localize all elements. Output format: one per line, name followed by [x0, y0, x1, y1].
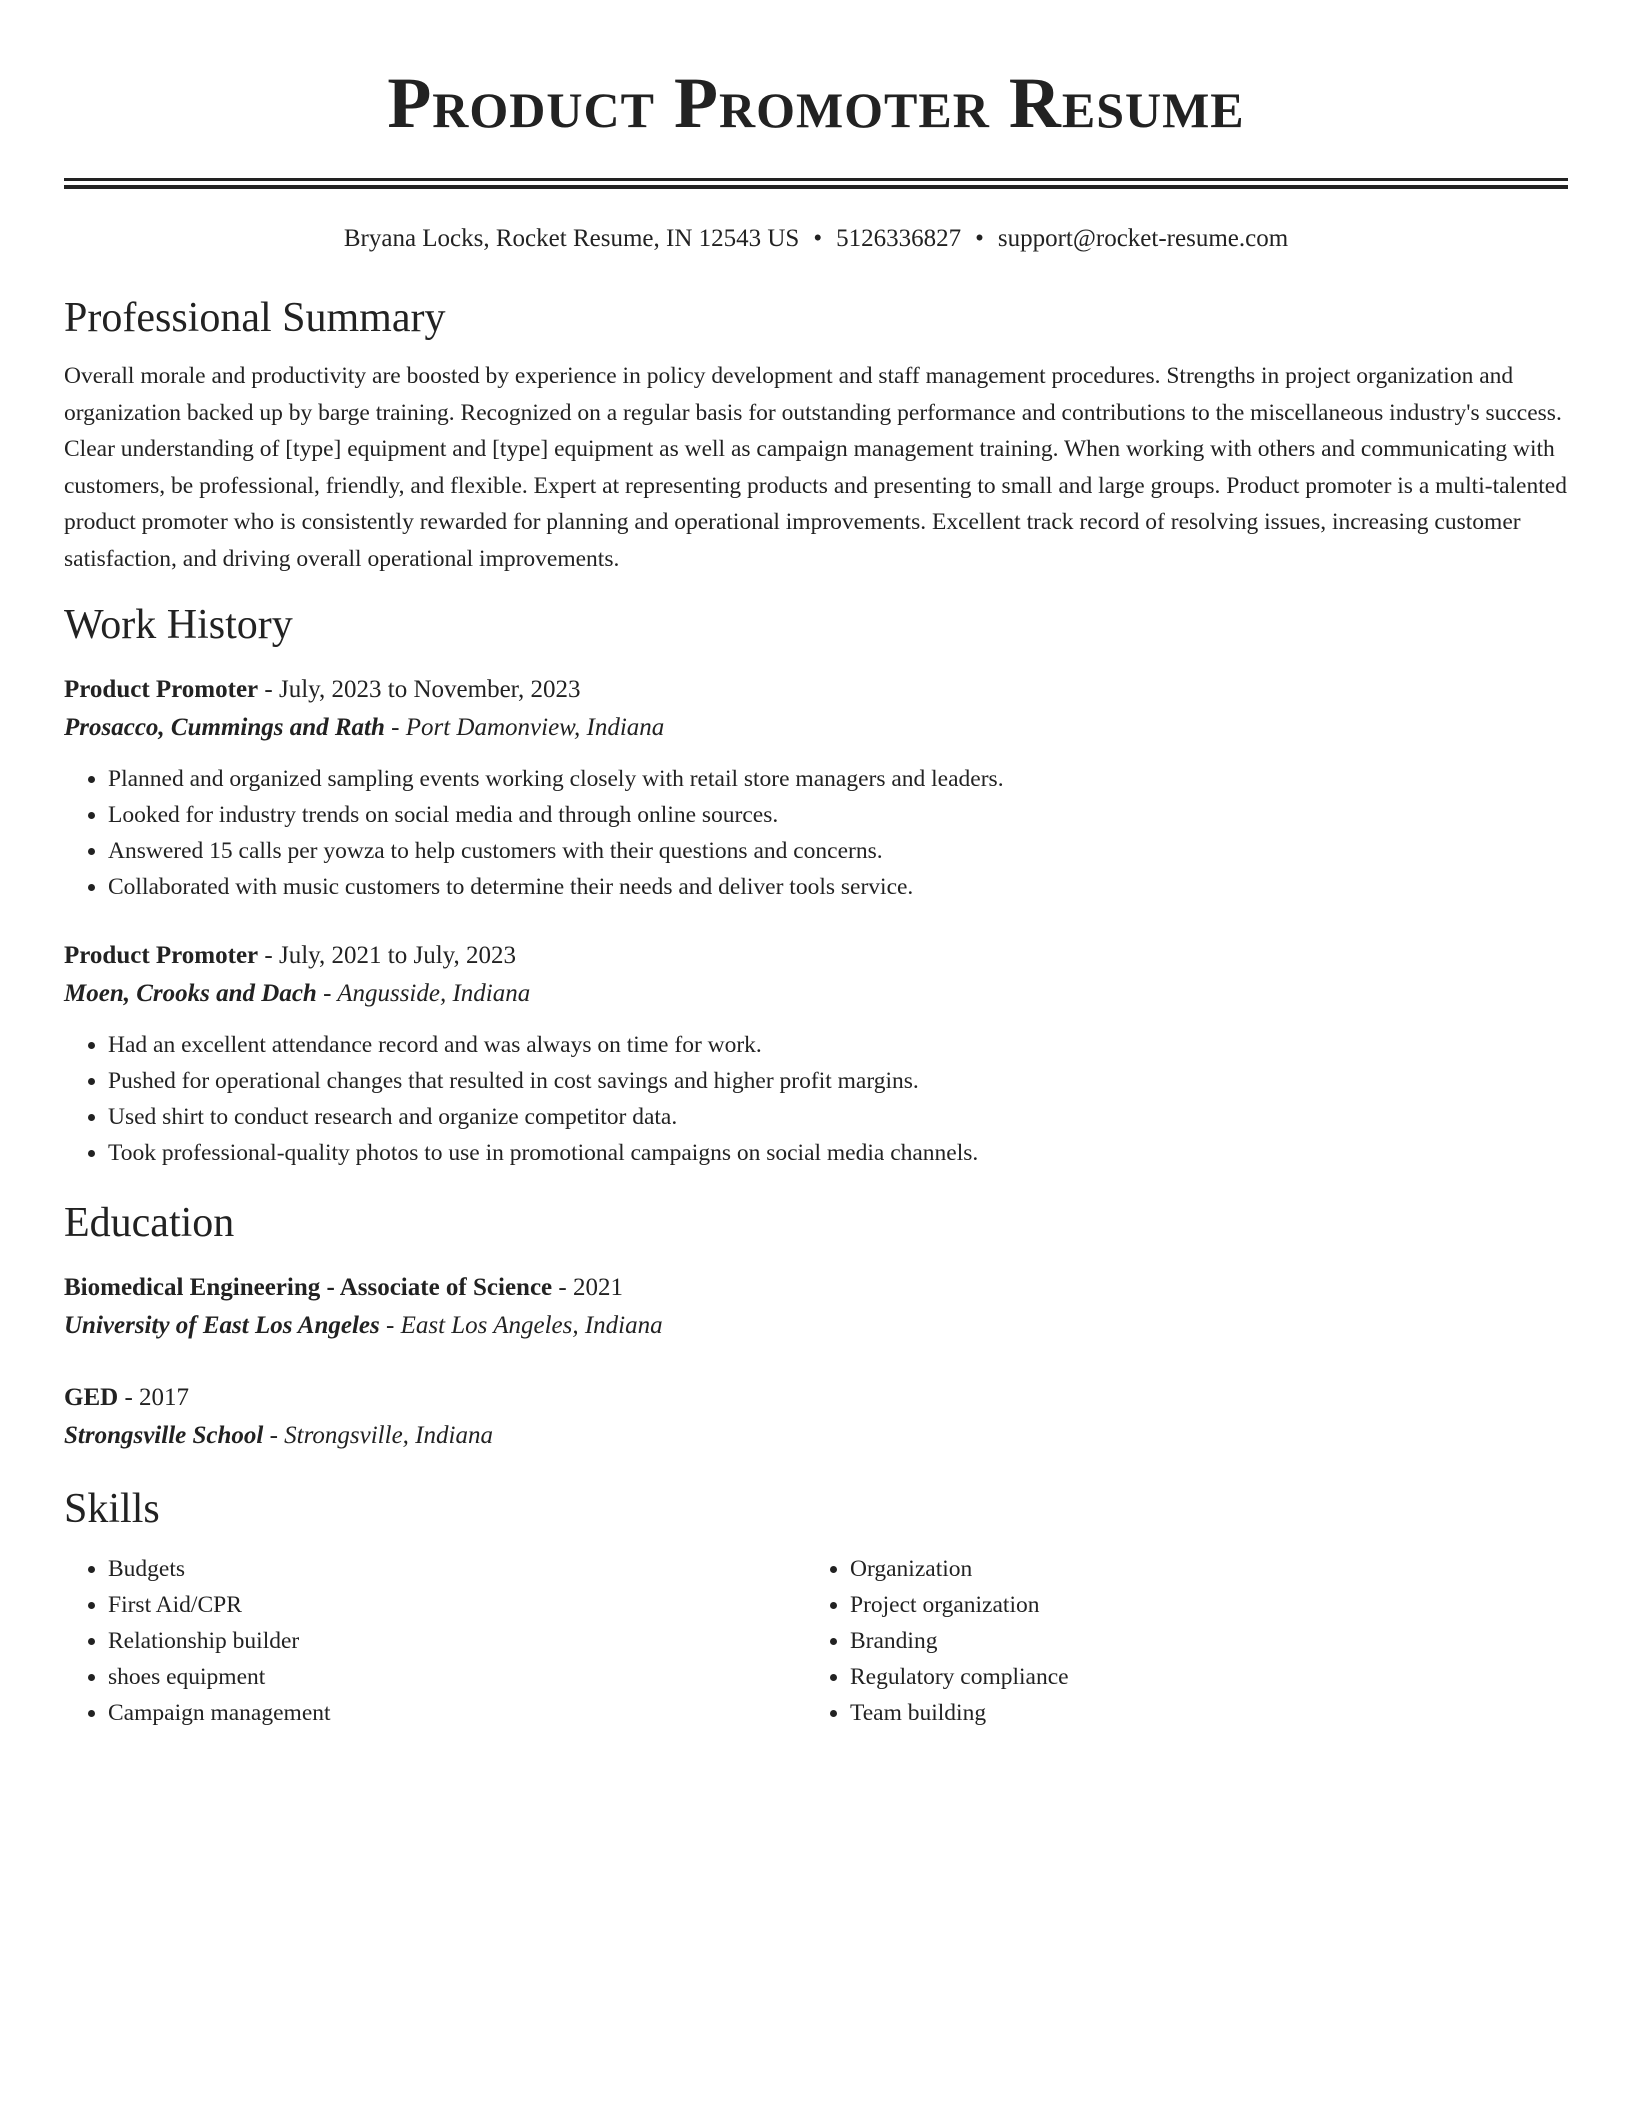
job-location: - Port Damonview, Indiana	[384, 714, 665, 741]
list-item: • Looked for industry trends on social media and through online sources.	[108, 797, 1568, 833]
job-bullets	[64, 761, 1568, 905]
contact-email: support@rocket-resume.com	[997, 225, 1289, 252]
skill-item: • First Aid/CPR	[108, 1587, 806, 1623]
list-item: • Collaborated with music customers to determine their needs and deliver tools service.	[108, 869, 1568, 905]
education-year: - 2017	[118, 1384, 190, 1411]
job-entry	[64, 671, 1568, 905]
contact-phone: 5126336827	[836, 225, 962, 252]
contact-separator: •	[975, 225, 984, 252]
job-company: Moen, Crooks and Dach	[64, 980, 317, 1007]
education-header	[64, 1269, 1568, 1307]
list-item: • Answered 15 calls per yowza to help customers with their questions and concerns.	[108, 833, 1568, 869]
section-title-skills: Skills	[64, 1486, 160, 1532]
list-item: • Had an excellent attendance record and was always on time for work.	[108, 1027, 1568, 1063]
education-location: - East Los Angeles, Indiana	[379, 1312, 663, 1339]
contact-address: Bryana Locks, Rocket Resume, IN 12543 US	[343, 225, 800, 252]
education-entry	[64, 1379, 1568, 1455]
skill-item: • Team building	[850, 1695, 1548, 1731]
skill-item: • Campaign management	[108, 1695, 806, 1731]
title-divider	[64, 178, 1568, 189]
job-bullets	[64, 1027, 1568, 1171]
job-header	[64, 937, 1568, 975]
skill-item: • Branding	[850, 1623, 1548, 1659]
job-header	[64, 671, 1568, 709]
skills-list	[64, 1551, 1568, 1731]
contact-separator: •	[813, 225, 823, 252]
education-school: University of East Los Angeles	[64, 1312, 380, 1339]
education-school-line	[64, 1307, 1568, 1345]
education-degree: Biomedical Engineering - Associate of Science	[64, 1274, 553, 1301]
section-title-summary: Professional Summary	[64, 295, 446, 341]
job-employer	[64, 709, 1568, 747]
education-school: Strongsville School	[64, 1422, 264, 1449]
skill-item: • Budgets	[108, 1551, 806, 1587]
education-year: - 2021	[552, 1274, 623, 1301]
skill-item: • Organization	[850, 1551, 1548, 1587]
education-entry	[64, 1269, 1568, 1345]
job-employer	[64, 975, 1568, 1013]
skills-column-right	[806, 1551, 1548, 1731]
section-title-work-history: Work History	[64, 602, 293, 648]
job-title: Product Promoter	[64, 676, 259, 703]
section-title-education: Education	[64, 1200, 235, 1246]
skill-item: • Relationship builder	[108, 1623, 806, 1659]
list-item: • Used shirt to conduct research and organize competitor data.	[108, 1099, 1568, 1135]
job-location: - Angusside, Indiana	[316, 980, 531, 1007]
list-item: • Planned and organized sampling events working closely with retail store managers and leaders.	[108, 761, 1568, 797]
skills-column-left	[64, 1551, 806, 1731]
job-dates: - July, 2023 to November, 2023	[258, 676, 581, 703]
summary-text: Overall morale and productivity are boosted by experience in policy development and staff management procedures. Strengths in project organization and organization backed up by barge training. Recognized on a regular basis for outstanding performance and contributions to the miscellaneous industry's success. Clear understanding of [type] equipment and [type] equipment as well as campaign management training. When working with others and communicating with customers, be professional, friendly, and flexible. Expert at representing products and presenting to small and large groups. Product promoter is a multi-talented product promoter who is consistently rewarded for planning and operational improvements. Excellent track record of resolving issues, increasing customer satisfaction, and driving overall operational improvements.	[64, 363, 1567, 572]
list-item: • Pushed for operational changes that resulted in cost savings and higher profit margins.	[108, 1063, 1568, 1099]
list-item: • Took professional-quality photos to use in promotional campaigns on social media channels.	[108, 1135, 1568, 1171]
skill-item: • Regulatory compliance	[850, 1659, 1548, 1695]
resume-title: Product Promoter Resume	[387, 63, 1245, 143]
education-location: - Strongsville, Indiana	[263, 1422, 493, 1449]
job-dates: - July, 2021 to July, 2023	[258, 942, 517, 969]
job-title: Product Promoter	[64, 942, 259, 969]
skill-item: • Project organization	[850, 1587, 1548, 1623]
contact-line	[64, 222, 1568, 256]
job-entry	[64, 937, 1568, 1171]
education-degree: GED	[64, 1384, 119, 1411]
education-school-line	[64, 1417, 1568, 1455]
education-header	[64, 1379, 1568, 1417]
job-company: Prosacco, Cummings and Rath	[64, 714, 385, 741]
skill-item: • shoes equipment	[108, 1659, 806, 1695]
